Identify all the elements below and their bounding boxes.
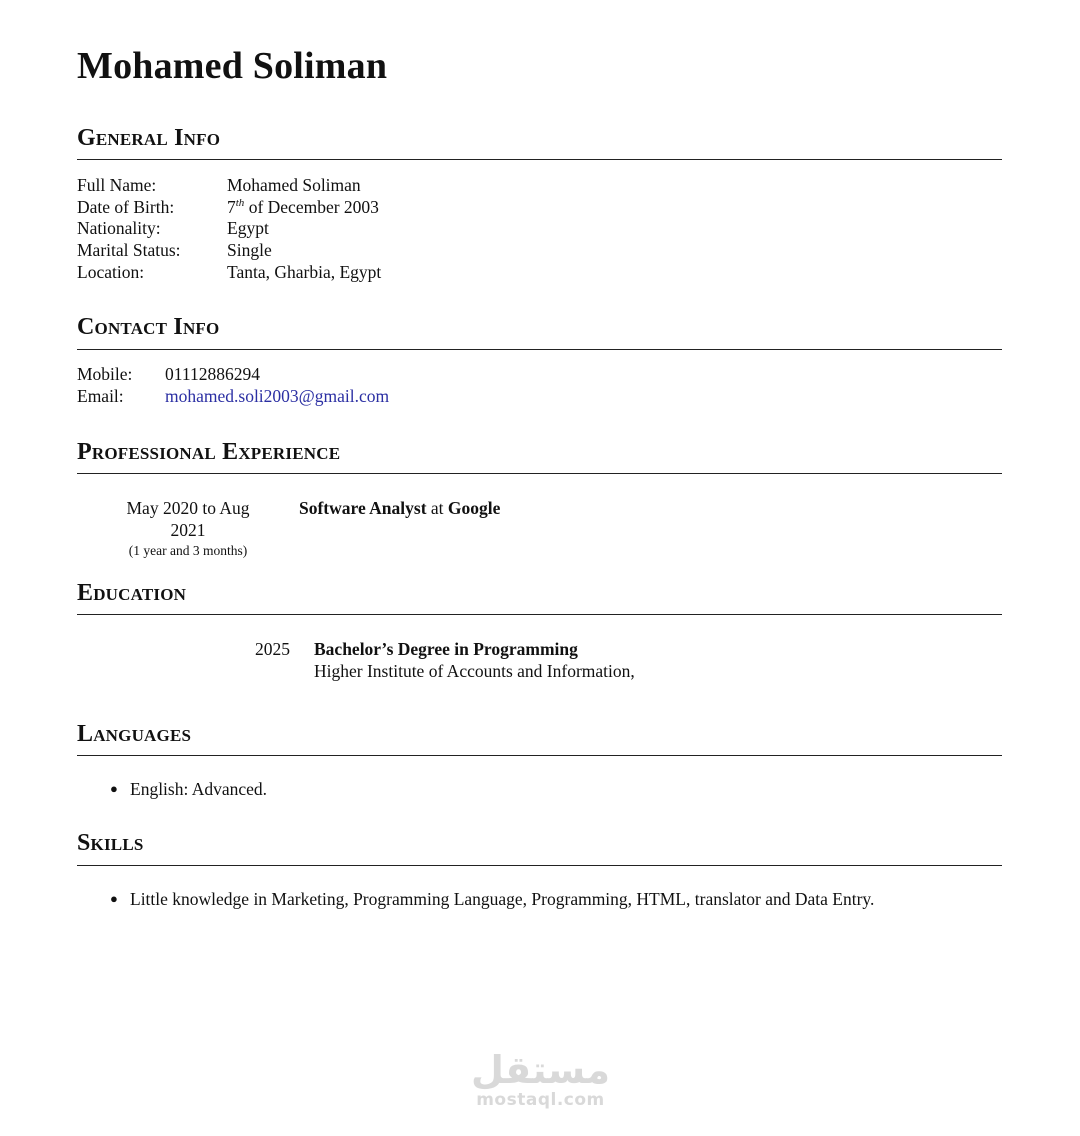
section-title-languages: Languages [77,721,192,747]
language-item: English: Advanced. [130,779,268,799]
experience-duration: (1 year and 3 months) [128,543,248,558]
education-degree: Bachelor’s Degree in Programming [314,639,578,659]
info-label: Nationality: [77,218,161,239]
email-link[interactable]: mohamed.soli2003@gmail.com [165,385,390,406]
person-name: Mohamed Soliman [77,45,388,87]
info-row-date-of-birth [77,197,381,219]
contact-label: Email: [77,385,124,406]
info-row-marital-status [77,240,381,262]
info-value: Tanta, Gharbia, Egypt [227,261,382,282]
experience-title [299,497,500,519]
info-value: 7th of December 2003 [227,196,379,217]
info-value: Egypt [227,218,269,239]
mostaql-watermark [468,1050,613,1110]
info-label: Full Name: [77,175,157,195]
list-item [110,778,267,800]
section-divider [77,614,1002,615]
experience-company: Google [447,498,501,518]
section-divider [77,865,1002,866]
experience-date-range: May 2020 to Aug [126,498,250,518]
section-divider [77,159,1002,160]
section-divider [77,755,1002,756]
experience-date [107,497,269,561]
section-title-skills: Skills [77,830,144,856]
experience-at: at [430,498,444,518]
section-divider [77,349,1002,350]
info-label: Date of Birth: [77,196,175,217]
education-year: 2025 [255,639,290,659]
contact-label: Mobile: [77,364,133,384]
mobile-number: 01112886294 [165,364,260,384]
info-value: Single [227,240,272,261]
info-value: Mohamed Soliman [227,175,361,195]
contact-row-mobile [77,364,389,386]
contact-info-table [77,364,389,407]
bullet-icon: ● [110,781,118,796]
list-item [110,888,874,910]
experience-role: Software Analyst [299,498,427,518]
info-row-nationality [77,218,381,240]
bullet-icon: ● [110,891,118,906]
education-institution: Higher Institute of Accounts and Information, [314,661,635,681]
section-title-education: Education [77,580,187,606]
watermark-latin-text: mostaql.com [476,1090,605,1110]
info-row-location [77,262,381,284]
education-entry [314,638,635,682]
experience-date-end-year: 2021 [170,520,206,540]
watermark-arabic-logo: مستقل [471,1048,610,1092]
info-label: Location: [77,261,145,282]
info-row-full-name [77,175,381,197]
section-title-general-info: General Info [77,125,221,151]
info-label: Marital Status: [77,240,181,261]
section-title-contact-info: Contact Info [77,314,220,340]
section-title-experience: Professional Experience [77,439,341,465]
contact-row-email [77,386,389,408]
section-divider [77,473,1002,474]
general-info-table [77,175,381,284]
skill-item: Little knowledge in Marketing, Programming Language, Programming, HTML, translator and Data Entry. [130,889,875,909]
